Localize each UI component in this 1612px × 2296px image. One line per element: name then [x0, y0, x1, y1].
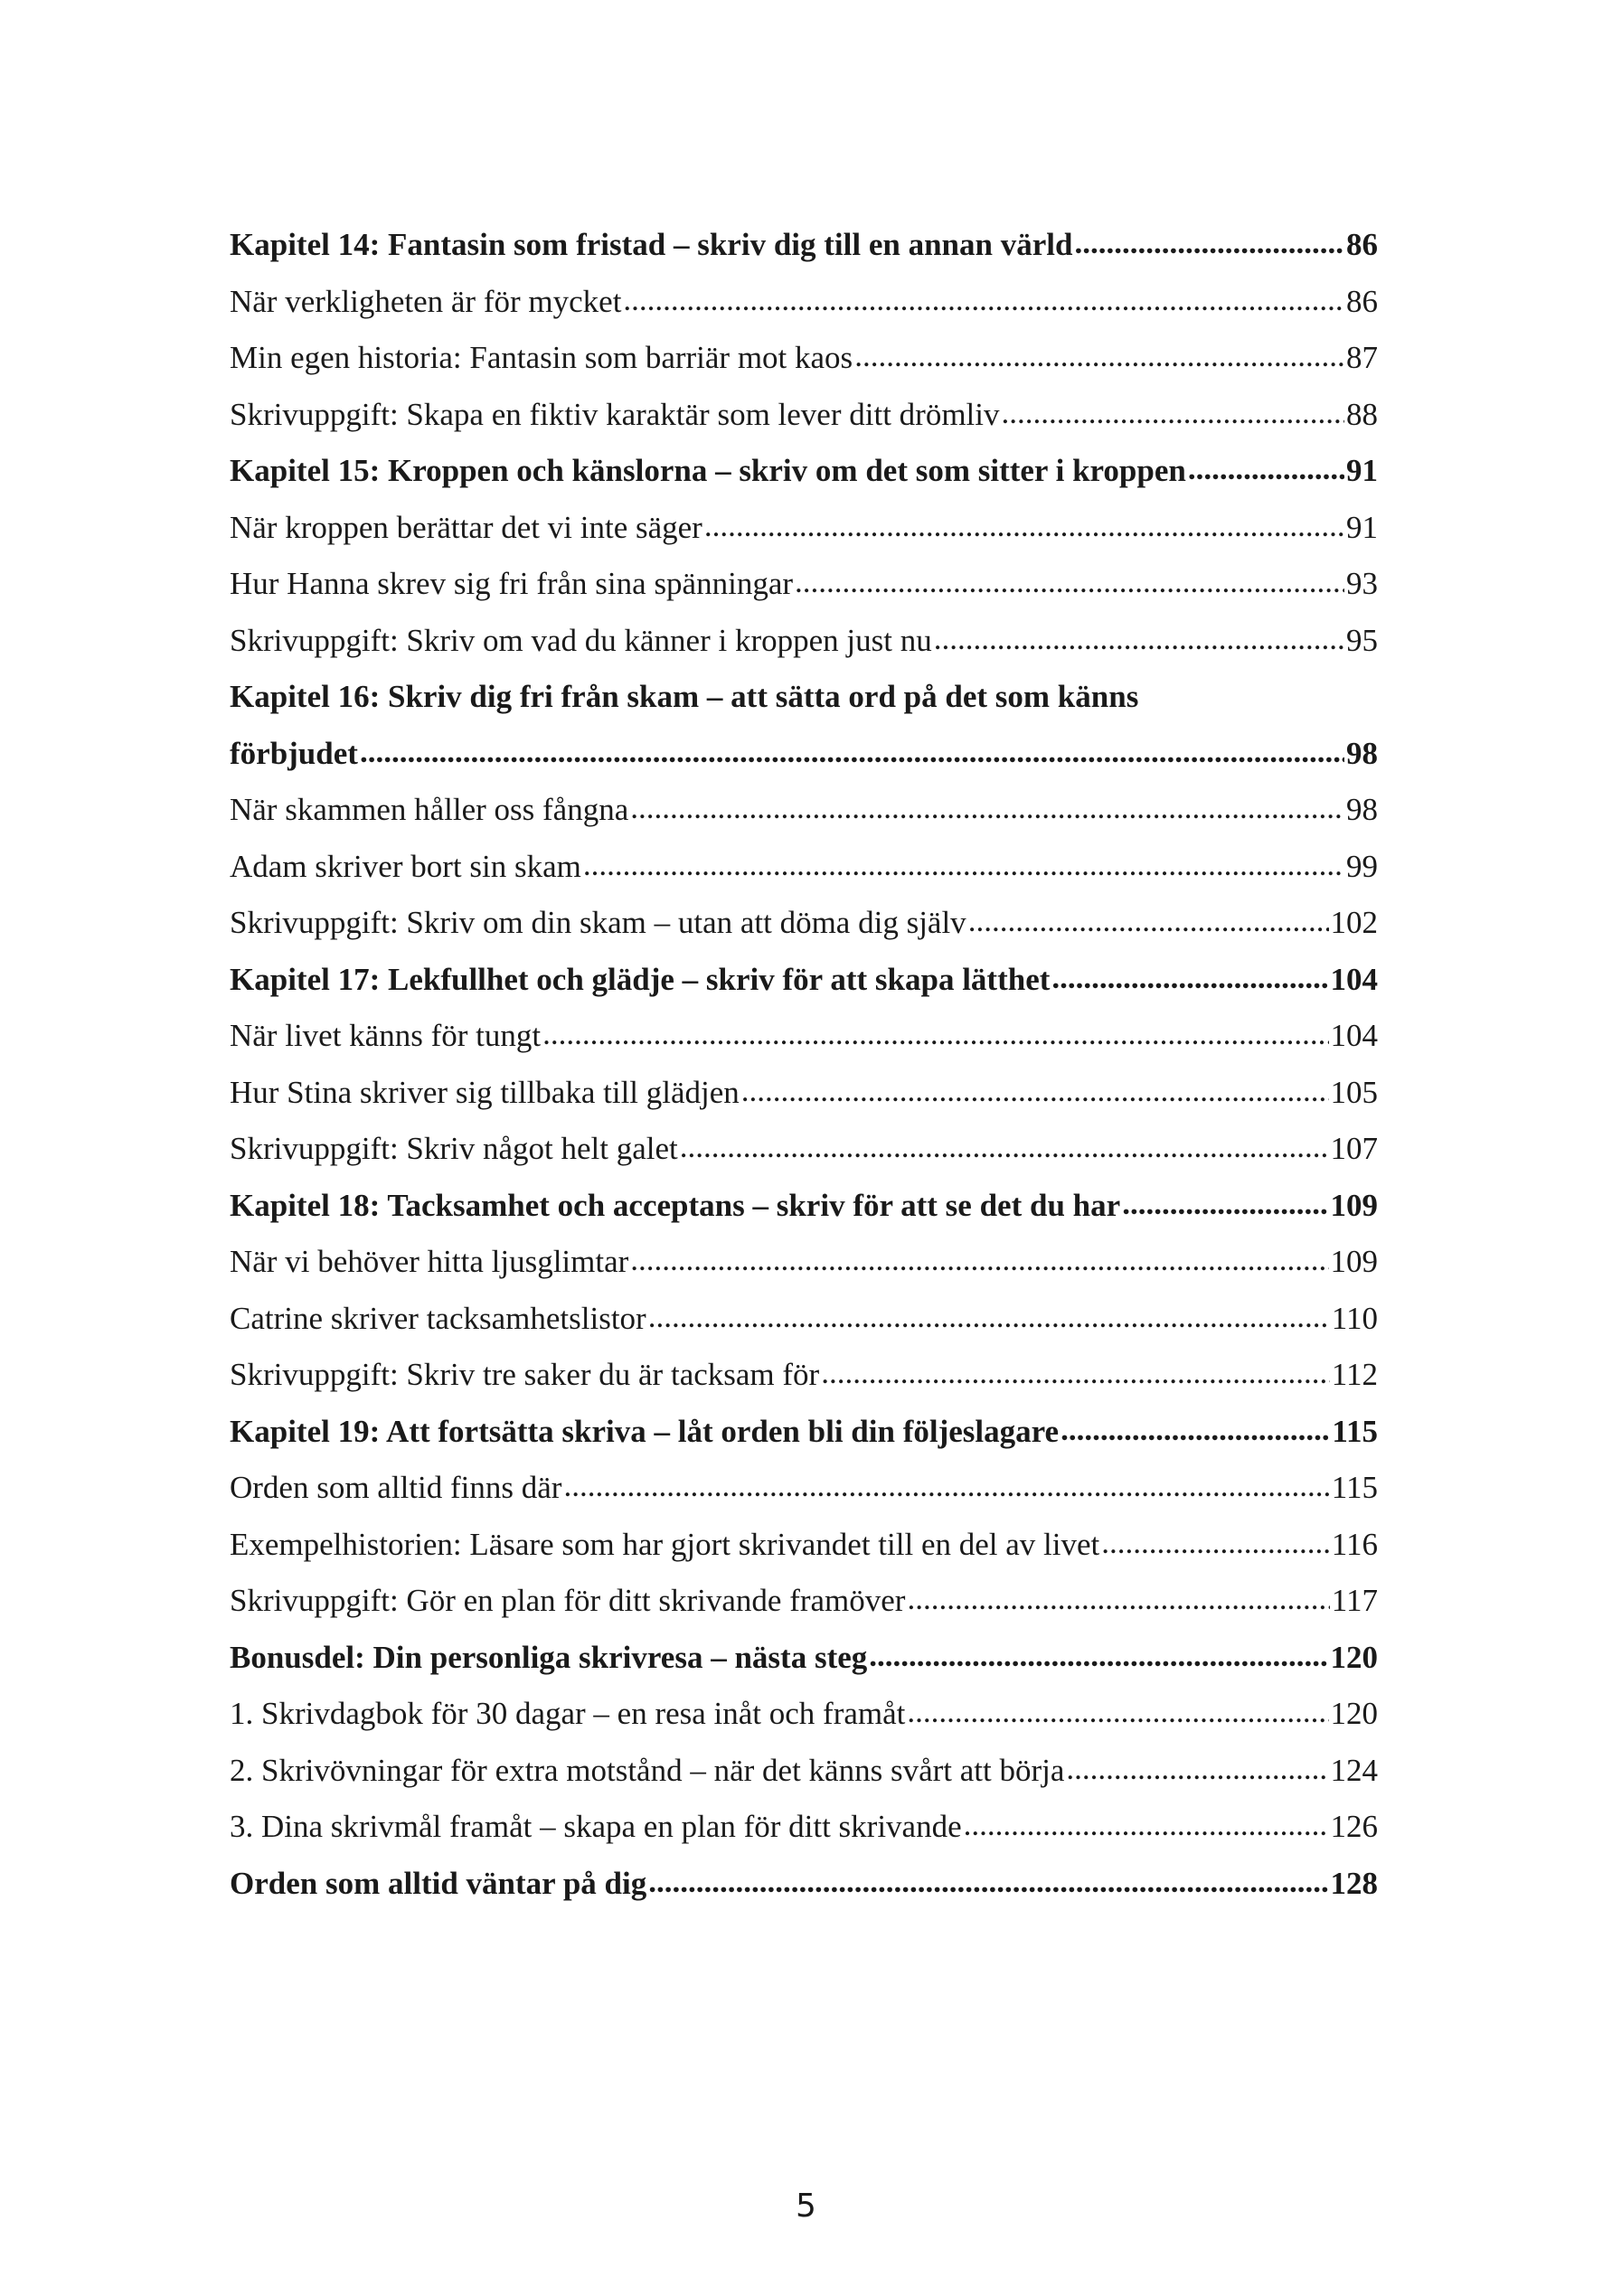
toc-dot-leader	[1188, 441, 1344, 498]
toc-entry-section[interactable]	[230, 895, 1378, 952]
toc-entry-page: 110	[1331, 1300, 1378, 1336]
toc-dot-leader	[1074, 215, 1344, 272]
toc-entry-page: 104	[1330, 961, 1378, 997]
toc-entry-section[interactable]	[230, 1234, 1378, 1291]
toc-entry-section[interactable]	[230, 387, 1378, 444]
toc-entry-page: 93	[1346, 566, 1378, 601]
toc-dot-leader	[1051, 950, 1328, 1007]
toc-dot-leader	[964, 1797, 1329, 1854]
toc-dot-leader	[680, 1119, 1329, 1176]
toc-entry-page: 91	[1346, 509, 1378, 545]
toc-entry-title: 1. Skrivdagbok för 30 dagar – en resa inåt och framåt	[230, 1696, 906, 1731]
toc-entry-section[interactable]	[230, 1573, 1378, 1630]
toc-entry-title: Hur Hanna skrev sig fri från sina spänningar	[230, 566, 794, 601]
toc-entry-title: Kapitel 18: Tacksamhet och acceptans – skriv för att se det du har	[230, 1187, 1121, 1223]
toc-entry-title: Min egen historia: Fantasin som barriär mot kaos	[230, 340, 853, 375]
toc-entry-title: Skrivuppgift: Gör en plan för ditt skrivande framöver	[230, 1583, 906, 1618]
toc-entry-page: 128	[1330, 1865, 1378, 1901]
toc-entry-chapter-18[interactable]	[230, 1178, 1378, 1235]
toc-dot-leader	[648, 1854, 1328, 1911]
toc-dot-leader	[1002, 385, 1344, 442]
toc-dot-leader	[795, 554, 1344, 611]
toc-entry-chapter-16-line1[interactable]	[230, 669, 1378, 726]
toc-entry-chapter-17[interactable]	[230, 952, 1378, 1009]
toc-dot-leader	[1122, 1176, 1328, 1233]
toc-dot-leader	[630, 780, 1344, 837]
toc-entry-title: Kapitel 15: Kroppen och känslorna – skriv om det som sitter i kroppen	[230, 453, 1186, 488]
toc-dot-leader	[623, 272, 1344, 329]
toc-entry-page: 88	[1346, 396, 1378, 432]
toc-entry-section[interactable]	[230, 839, 1378, 896]
toc-entry-chapter-15[interactable]	[230, 443, 1378, 500]
toc-entry-chapter-19[interactable]	[230, 1404, 1378, 1461]
toc-dot-leader	[583, 837, 1344, 894]
toc-entry-section[interactable]	[230, 613, 1378, 670]
toc-entry-section[interactable]	[230, 782, 1378, 839]
toc-entry-title: Catrine skriver tacksamhetslistor	[230, 1300, 646, 1336]
toc-entry-title: Kapitel 14: Fantasin som fristad – skriv dig till en annan värld	[230, 227, 1073, 262]
toc-entry-page: 109	[1330, 1187, 1378, 1223]
toc-entry-title: 2. Skrivövningar för extra motstånd – när det känns svårt att börja	[230, 1752, 1065, 1788]
toc-entry-page: 126	[1330, 1809, 1378, 1844]
toc-entry-title-continued: förbjudet	[230, 735, 358, 771]
toc-entry-title: Skrivuppgift: Skriv tre saker du är tacksam för	[230, 1357, 820, 1392]
toc-entry-page: 87	[1346, 340, 1378, 375]
toc-dot-leader	[1101, 1515, 1330, 1572]
toc-entry-page: 112	[1331, 1357, 1378, 1392]
toc-entry-title: Bonusdel: Din personliga skrivresa – nästa steg	[230, 1639, 868, 1675]
toc-dot-leader	[869, 1628, 1328, 1685]
toc-entry-page: 95	[1346, 622, 1378, 658]
toc-entry-page: 115	[1332, 1413, 1378, 1449]
toc-entry-section[interactable]	[230, 500, 1378, 557]
toc-entry-title: 3. Dina skrivmål framåt – skapa en plan för ditt skrivande	[230, 1809, 962, 1844]
toc-entry-title: När skammen håller oss fångna	[230, 792, 629, 827]
toc-entry-title: Adam skriver bort sin skam	[230, 848, 581, 884]
toc-entry-title: Kapitel 19: Att fortsätta skriva – låt orden bli din följeslagare	[230, 1413, 1060, 1449]
toc-entry-epilogue[interactable]	[230, 1856, 1378, 1913]
toc-dot-leader	[563, 1458, 1329, 1515]
toc-entry-page: 98	[1346, 735, 1378, 771]
toc-entry-page: 120	[1330, 1696, 1378, 1731]
toc-entry-title: Skrivuppgift: Skriv något helt galet	[230, 1131, 678, 1166]
page-number: 5	[796, 2188, 816, 2225]
toc-dot-leader	[854, 328, 1344, 385]
toc-entry-section[interactable]	[230, 1460, 1378, 1517]
table-of-contents	[230, 217, 1378, 1912]
toc-dot-leader	[907, 1684, 1328, 1741]
toc-entry-title: Kapitel 17: Lekfullhet och glädje – skriv för att skapa lätthet	[230, 961, 1051, 997]
toc-dot-leader	[1061, 1402, 1330, 1459]
toc-entry-section[interactable]	[230, 1799, 1378, 1856]
toc-dot-leader	[821, 1345, 1330, 1402]
toc-entry-section[interactable]	[230, 1743, 1378, 1800]
toc-entry-page: 86	[1346, 283, 1378, 319]
toc-dot-leader	[968, 893, 1329, 950]
toc-dot-leader	[630, 1232, 1328, 1289]
toc-entry-section[interactable]	[230, 330, 1378, 387]
toc-entry-title: När vi behöver hitta ljusglimtar	[230, 1244, 629, 1279]
toc-dot-leader	[934, 611, 1344, 668]
toc-entry-title: När verkligheten är för mycket	[230, 283, 622, 319]
toc-dot-leader	[1066, 1741, 1328, 1798]
toc-dot-leader	[360, 724, 1344, 781]
toc-entry-section[interactable]	[230, 556, 1378, 613]
toc-entry-section[interactable]	[230, 1347, 1378, 1404]
toc-entry-section[interactable]	[230, 1008, 1378, 1065]
toc-entry-title: Hur Stina skriver sig tillbaka till glädjen	[230, 1074, 740, 1110]
toc-entry-page: 120	[1330, 1639, 1378, 1675]
toc-entry-page: 86	[1346, 227, 1378, 262]
toc-entry-page: 104	[1330, 1018, 1378, 1053]
toc-entry-page: 107	[1330, 1131, 1378, 1166]
toc-entry-page: 109	[1330, 1244, 1378, 1279]
toc-entry-section[interactable]	[230, 1686, 1378, 1743]
toc-entry-chapter-14[interactable]	[230, 217, 1378, 274]
toc-dot-leader	[907, 1571, 1329, 1628]
toc-entry-page: 115	[1331, 1470, 1378, 1505]
toc-entry-bonus[interactable]	[230, 1630, 1378, 1687]
toc-entry-title: Skrivuppgift: Skriv om din skam – utan att döma dig själv	[230, 905, 966, 940]
toc-entry-page: 99	[1346, 848, 1378, 884]
toc-entry-page: 117	[1331, 1583, 1378, 1618]
toc-dot-leader	[542, 1006, 1328, 1063]
toc-entry-title: Skrivuppgift: Skriv om vad du känner i kroppen just nu	[230, 622, 932, 658]
toc-dot-leader	[741, 1063, 1329, 1120]
toc-dot-leader	[704, 498, 1344, 555]
toc-entry-section[interactable]	[230, 1291, 1378, 1348]
toc-entry-section[interactable]	[230, 1517, 1378, 1574]
toc-entry-chapter-16-line2[interactable]	[230, 726, 1378, 783]
toc-entry-title: När kroppen berättar det vi inte säger	[230, 509, 702, 545]
toc-entry-section[interactable]	[230, 1121, 1378, 1178]
toc-entry-title: När livet känns för tungt	[230, 1018, 542, 1053]
toc-entry-title: Kapitel 16: Skriv dig fri från skam – att sätta ord på det som känns	[230, 679, 1139, 714]
toc-entry-title: Orden som alltid väntar på dig	[230, 1865, 647, 1901]
toc-entry-page: 124	[1330, 1752, 1378, 1788]
toc-entry-title: Orden som alltid finns där	[230, 1470, 562, 1505]
toc-entry-page: 116	[1331, 1526, 1378, 1562]
toc-entry-page: 105	[1330, 1074, 1378, 1110]
toc-entry-page: 91	[1346, 453, 1378, 488]
toc-entry-page: 98	[1346, 792, 1378, 827]
toc-entry-title: Skrivuppgift: Skapa en fiktiv karaktär som lever ditt drömliv	[230, 396, 1000, 432]
toc-entry-section[interactable]	[230, 1065, 1378, 1122]
toc-entry-title: Exempelhistorien: Läsare som har gjort skrivandet till en del av livet	[230, 1526, 1100, 1562]
toc-dot-leader	[648, 1289, 1330, 1346]
toc-entry-page: 102	[1330, 905, 1378, 940]
toc-entry-section[interactable]	[230, 274, 1378, 331]
